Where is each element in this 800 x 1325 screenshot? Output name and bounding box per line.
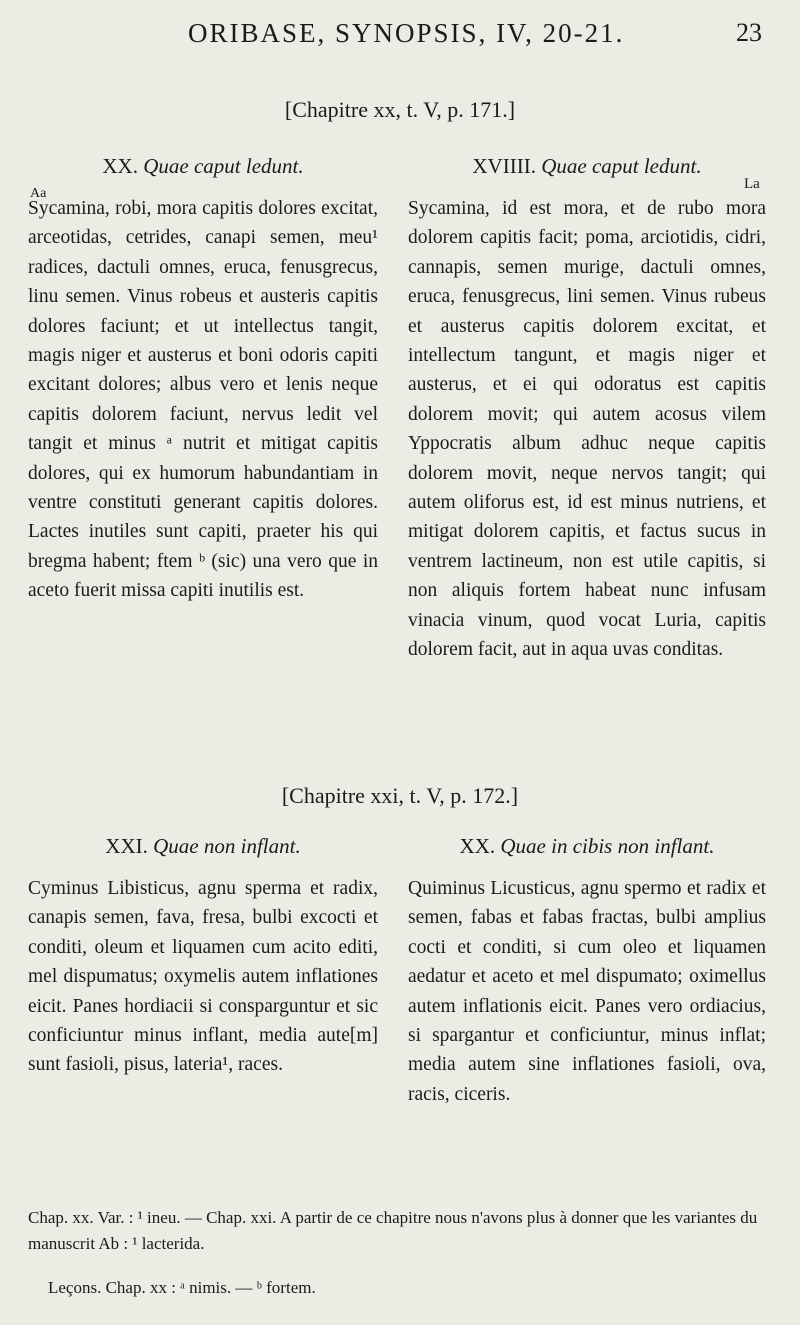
running-title: ORIBASE, SYNOPSIS, IV, 20-21. — [188, 18, 625, 48]
heading-title: Quae caput ledunt. — [541, 154, 702, 178]
heading-title: Quae in cibis non inflant. — [500, 834, 715, 858]
left-siglum: Aa — [30, 186, 47, 201]
chapter-20-left-column — [28, 152, 378, 606]
chapter-20-left-heading — [28, 152, 378, 180]
chapter-21-right-column — [408, 832, 766, 1109]
chapter-21-left-text: Cyminus Libisticus, agnu sperma et radix, canapis semen, fava, fresa, bulbi excocti et conditi, oleum et liquamen cum acito editi, mel dispumatus; oxymelis autem inflationes eicit. Panes hordiacii si consparguntur et sic conficiuntur minus inflant, media aute[m] sunt fasioli, pisus, lateria¹, races. — [28, 878, 378, 1076]
heading-number: XVIIII. — [472, 154, 536, 178]
chapter-20-left-text: Sycamina, robi, mora capitis dolores excitat, arceotidas, cetrides, canapi semen, meu¹ radices, dactuli omnes, eruca, fenusgrecus, linu semen. Vinus robeus et austeris capitis dolores faciunt; et ut intellectus tangit, magis niger et austerus et boni odoris capiti excitant dolores; albus vero et lenis neque capitis dolorem faciunt, nervus ledit vel tangit et minus ᵃ nutrit et mitigat capitis dolores, qui ex humorum habundantiam in ventre constituti generant capitis dolores. Lactes inutiles sunt capiti, praeter his qui bregma habent; ftem ᵇ (sic) una vero que in aceto fuerit missa capiti inutilis est. — [28, 198, 378, 602]
heading-number: XXI. — [105, 834, 148, 858]
running-head — [0, 18, 800, 54]
chapter-20-right-column — [408, 152, 766, 665]
chapter-21-right-text: Quiminus Licusticus, agnu spermo et radix et semen, fabas et fabas fractas, bulbi amplius cocti et conditi, si cum oleo et liquamen aedatur et aceto et mel dispumato; oximellus autem inflationis eicit. Panes vero ordiacius, si spargantur et conficiuntur, minus inflat; media autem sine inflationes fasioli, ova, racis, ciceris. — [408, 878, 766, 1105]
right-siglum: La — [744, 176, 760, 192]
chapter-21-right-heading — [408, 832, 766, 860]
chapter-21-reference: [Chapitre xxi, t. V, p. 172.] — [281, 783, 519, 808]
heading-number: XX. — [102, 154, 138, 178]
heading-title: Quae non inflant. — [153, 834, 301, 858]
chapter-20-reference: [Chapitre xx, t. V, p. 171.] — [284, 97, 516, 122]
lecons-footnote: Leçons. Chap. xx : ᵃ nimis. — ᵇ fortem. — [48, 1278, 316, 1297]
heading-number: XX. — [459, 834, 496, 858]
chapter-21-left-column — [28, 832, 378, 1080]
heading-title: Quae caput ledunt. — [143, 154, 304, 178]
chapter-20-right-heading — [408, 152, 766, 180]
chapter-20-right-text: Sycamina, id est mora, et de rubo mora dolorem capitis facit; poma, arciotidis, cidri, cannapis, semen murige, dactuli omnes, eruca, fenusgrecus, lini semen. Vinus rubeus et austerus capitis dolorem excitat, et intellectum tangunt, et magis niger et austerus, et ei qui odoratus est capitis dolorem movit; qui autem acosus vilem Yppocratis album adhuc neque capitis dolorem movit, neque nervos tangit; qui autem oliforus est, id est minus nutriens, et mitigat dolorem capitis, et factus sucus in ventrem lactineum, non est utile capitis, si non aliquis fortem habeat nunc infusam vinacia vinum, quod vocat Luria, capitis dolorem facit, aut in aqua uvas conditas. — [408, 198, 766, 661]
page-number: 23 — [736, 18, 762, 47]
variant-footnotes: Chap. xx. Var. : ¹ ineu. — Chap. xxi. A partir de ce chapitre nous n'avons plus à donner que les variantes du manuscrit Ab : ¹ lacterida. — [28, 1208, 758, 1253]
chapter-21-left-heading — [28, 832, 378, 860]
